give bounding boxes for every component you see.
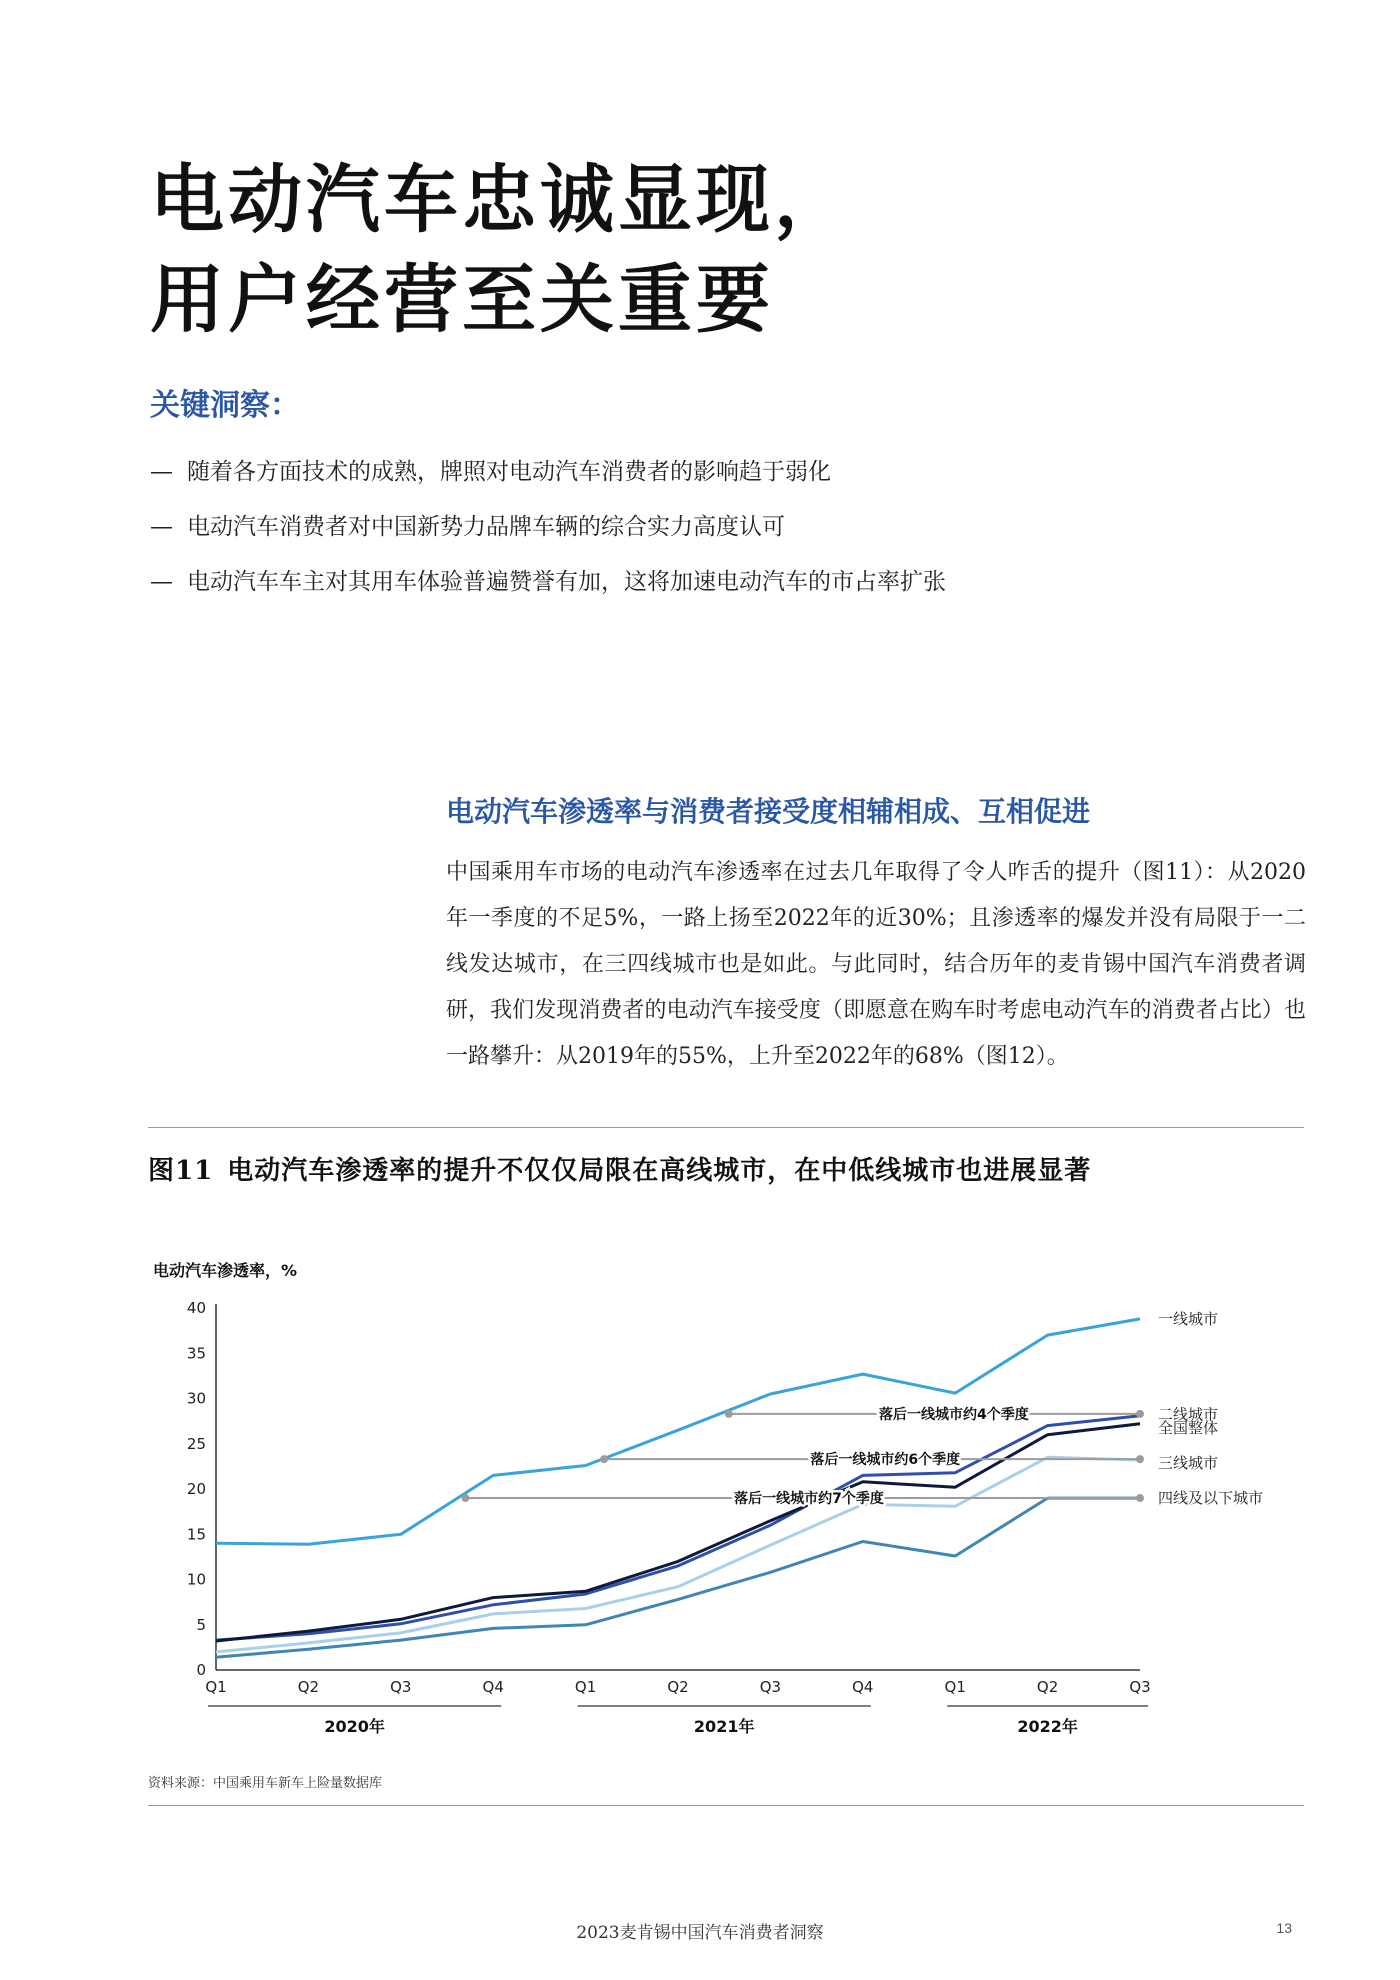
lag-annotation-end-dot <box>1136 1410 1144 1418</box>
y-tick-label: 35 <box>186 1344 206 1363</box>
x-tick-label: Q1 <box>944 1678 966 1696</box>
y-tick-label: 10 <box>186 1570 206 1589</box>
year-group-label: 2022年 <box>1017 1717 1078 1736</box>
key-insight-item <box>150 445 946 500</box>
x-tick-label: Q3 <box>759 1678 782 1696</box>
y-tick-label: 5 <box>196 1615 206 1634</box>
key-insight-item <box>150 500 946 555</box>
x-tick-label: Q4 <box>852 1678 874 1696</box>
data-source-note: 资料来源：中国乘用车新车上险量数据库 <box>148 1776 383 1791</box>
lag-annotation-end-dot <box>1136 1494 1144 1502</box>
bullet-dash: — <box>150 514 173 540</box>
key-insights-heading: 关键洞察： <box>150 388 300 423</box>
divider-top <box>148 1127 1304 1128</box>
series-end-label: 三线城市 <box>1158 1454 1219 1473</box>
figure-caption: 电动汽车渗透率的提升不仅仅局限在高线城市，在中低线城市也进展显著 <box>227 1156 1092 1186</box>
figure-title <box>148 1150 1091 1187</box>
x-tick-label: Q2 <box>1036 1678 1059 1696</box>
lag-annotation-start-dot <box>600 1455 608 1463</box>
series-line <box>216 1319 1140 1544</box>
y-tick-label: 15 <box>186 1525 206 1544</box>
key-insight-text: 随着各方面技术的成熟，牌照对电动汽车消费者的影响趋于弱化 <box>187 459 831 485</box>
page-title-line-1: 电动汽车忠诚显现， <box>150 157 852 243</box>
x-tick-label: Q3 <box>1129 1678 1151 1696</box>
lag-annotation-start-dot <box>461 1494 469 1502</box>
page-title-line-2: 用户经营至关重要 <box>150 257 774 343</box>
penetration-line-chart <box>148 1240 1308 1740</box>
y-tick-label: 30 <box>186 1389 206 1408</box>
x-tick-label: Q3 <box>390 1678 412 1696</box>
section-body: 中国乘用车市场的电动汽车渗透率在过去几年取得了令人咋舌的提升（图11）：从2020年一季度的不足5%，一路上扬至2022年的近30%；且渗透率的爆发并没有局限于一二线发达城市，在三四线城市也是如此。与此同时，结合历年的麦肯锡中国汽车消费者调研，我们发现消费者的电动汽车接受度（即愿意在购车时考虑电动汽车的消费者占比）也一路攀升：从2019年的55%，上升至2022年的68%（图12）。 <box>446 860 1306 1069</box>
key-insight-text: 电动汽车消费者对中国新势力品牌车辆的综合实力高度认可 <box>187 514 785 540</box>
page-title <box>150 150 852 350</box>
lag-annotation-label: 落后一线城市约6个季度 <box>810 1452 961 1469</box>
divider-bottom <box>148 1805 1304 1806</box>
series-line <box>216 1424 1140 1641</box>
x-tick-label: Q2 <box>667 1678 689 1696</box>
footer-publication: 2023麦肯锡中国汽车消费者洞察 <box>576 1923 824 1943</box>
bullet-dash: — <box>150 459 173 485</box>
y-axis-label: 电动汽车渗透率，% <box>153 1261 298 1280</box>
x-tick-label: Q1 <box>574 1678 597 1696</box>
lag-annotation-label: 落后一线城市约7个季度 <box>734 1491 884 1508</box>
figure-number: 图11 <box>148 1156 214 1186</box>
series-end-label: 四线及以下城市 <box>1158 1489 1264 1508</box>
series-end-label: 一线城市 <box>1158 1309 1219 1328</box>
lag-annotation-label: 落后一线城市约4个季度 <box>878 1406 1029 1423</box>
bullet-dash: — <box>150 569 173 595</box>
series-end-label: 全国整体 <box>1158 1418 1219 1437</box>
key-insight-item <box>150 555 946 610</box>
page-number: 13 <box>1276 1920 1292 1936</box>
x-tick-label: Q2 <box>297 1678 320 1696</box>
series-line <box>216 1498 1140 1657</box>
lag-annotation-start-dot <box>725 1410 733 1418</box>
x-tick-label: Q1 <box>205 1678 227 1696</box>
y-tick-label: 20 <box>186 1480 206 1498</box>
series-end-label: 二线城市 <box>1158 1405 1219 1424</box>
y-tick-label: 0 <box>196 1661 206 1679</box>
year-group-label: 2020年 <box>324 1717 385 1736</box>
lag-annotation-end-dot <box>1136 1455 1144 1463</box>
key-insights-list <box>150 445 946 610</box>
key-insight-text: 电动汽车车主对其用车体验普遍赞誉有加，这将加速电动汽车的市占率扩张 <box>187 569 946 595</box>
x-tick-label: Q4 <box>482 1678 504 1696</box>
year-group-label: 2021年 <box>693 1717 755 1736</box>
y-tick-label: 40 <box>186 1299 206 1317</box>
y-tick-label: 25 <box>186 1434 206 1453</box>
section-heading: 电动汽车渗透率与消费者接受度相辅相成、互相促进 <box>446 795 1091 828</box>
series-line <box>216 1457 1140 1652</box>
